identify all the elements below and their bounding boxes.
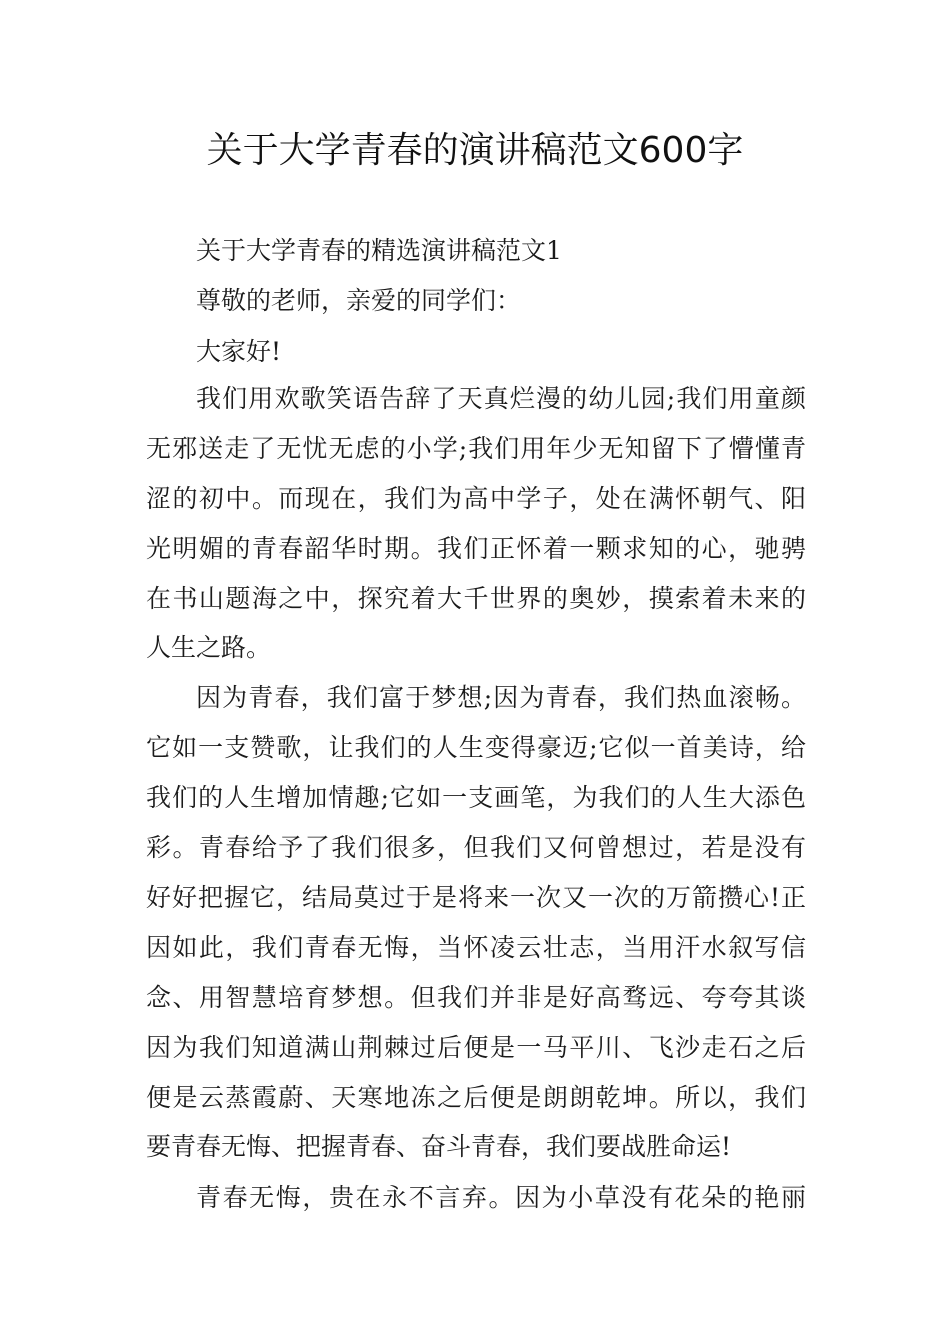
paragraph-1-line-2: 无邪送走了无忧无虑的小学;我们用年少无知留下了懵懂青 <box>146 434 806 463</box>
paragraph-1-line-6: 人生之路。 <box>146 633 272 662</box>
paragraph-2-line-2: 它如一支赞歌，让我们的人生变得豪迈;它似一首美诗，给 <box>146 733 806 762</box>
paragraph-1-line-3: 涩的初中。而现在，我们为高中学子，处在满怀朝气、阳 <box>146 484 806 513</box>
paragraph-1-line-5: 在书山题海之中，探究着大千世界的奥妙，摸索着未来的 <box>146 584 806 613</box>
paragraph-3-line-1: 青春无悔，贵在永不言弃。因为小草没有花朵的艳丽 <box>196 1183 806 1212</box>
paragraph-2-line-5: 好好把握它，结局莫过于是将来一次又一次的万箭攒心!正 <box>146 883 806 912</box>
paragraph-2-line-7: 念、用智慧培育梦想。但我们并非是好高骛远、夸夸其谈 <box>146 983 806 1012</box>
document-title: 关于大学青春的演讲稿范文600字 <box>206 130 744 171</box>
paragraph-2-line-1: 因为青春，我们富于梦想;因为青春，我们热血滚畅。 <box>196 683 806 712</box>
paragraph-2-line-4: 彩。青春给予了我们很多，但我们又何曾想过，若是没有 <box>146 833 806 862</box>
paragraph-2-line-8: 因为我们知道满山荆棘过后便是一马平川、飞沙走石之后 <box>146 1033 806 1062</box>
paragraph-2-line-9: 便是云蒸霞蔚、天寒地冻之后便是朗朗乾坤。所以，我们 <box>146 1083 806 1112</box>
paragraph-1-line-4: 光明媚的青春韶华时期。我们正怀着一颗求知的心，驰骋 <box>146 534 806 563</box>
salutation: 尊敬的老师，亲爱的同学们： <box>196 286 522 315</box>
paragraph-2-line-3: 我们的人生增加情趣;它如一支画笔，为我们的人生大添色 <box>146 783 806 812</box>
paragraph-1-line-1: 我们用欢歌笑语告辞了天真烂漫的幼儿园;我们用童颜 <box>196 384 806 413</box>
paragraph-2-line-6: 因如此，我们青春无悔，当怀凌云壮志，当用汗水叙写信 <box>146 933 806 962</box>
greeting: 大家好! <box>196 337 282 366</box>
paragraph-2-line-10: 要青春无悔、把握青春、奋斗青春，我们要战胜命运! <box>146 1132 732 1161</box>
subheading: 关于大学青春的精选演讲稿范文1 <box>196 236 562 265</box>
